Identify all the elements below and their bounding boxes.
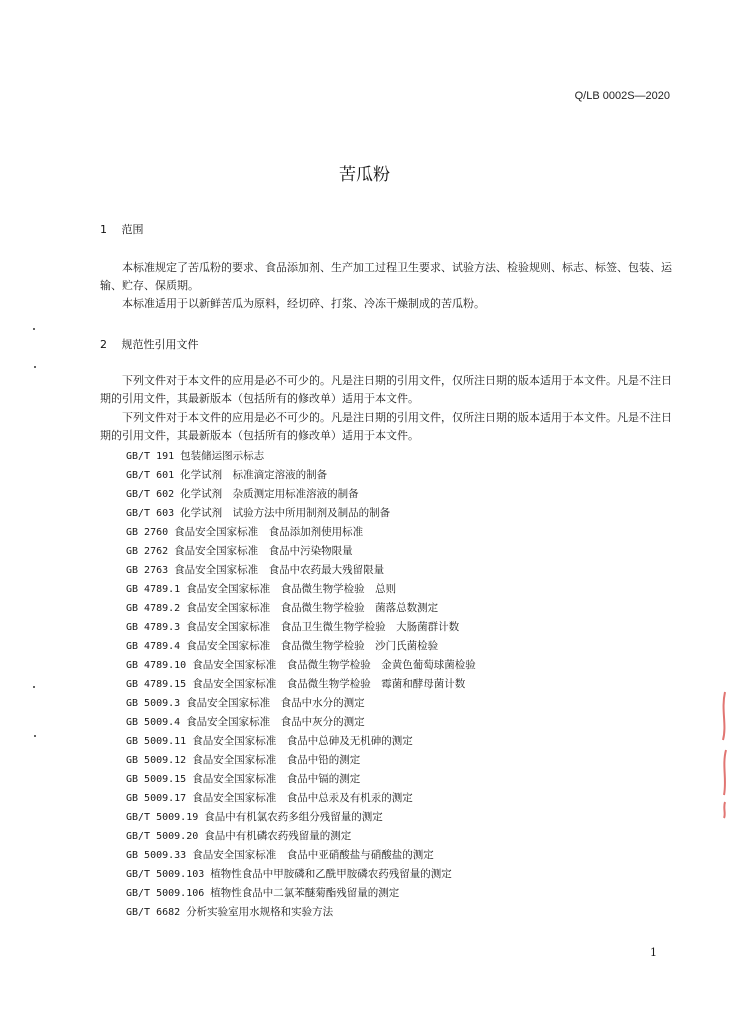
reference-item: GB/T 5009.106 植物性食品中二氯苯醚菊酯残留量的测定 xyxy=(126,887,400,899)
reference-item: GB/T 5009.19 食品中有机氯农药多组分残留量的测定 xyxy=(126,811,383,823)
paragraph: 本标准适用于以新鲜苦瓜为原料，经切碎、打浆、冷冻干燥制成的苦瓜粉。 xyxy=(122,297,485,310)
reference-item: GB 5009.4 食品安全国家标准 食品中灰分的测定 xyxy=(126,716,365,728)
reference-item: GB 5009.12 食品安全国家标准 食品中铅的测定 xyxy=(126,754,361,766)
reference-item: GB 4789.4 食品安全国家标准 食品微生物学检验 沙门氏菌检验 xyxy=(126,640,439,652)
reference-item: GB 5009.17 食品安全国家标准 食品中总汞及有机汞的测定 xyxy=(126,792,413,804)
reference-item: GB/T 603 化学试剂 试验方法中所用制剂及制品的制备 xyxy=(126,507,391,519)
reference-item: GB/T 191 包装储运图示标志 xyxy=(126,450,265,462)
paragraph: 本标准规定了苦瓜粉的要求、食品添加剂、生产加工过程卫生要求、试验方法、检验规则、标志、标签、包装、运输、贮存、保质期。 xyxy=(100,261,672,292)
reference-item: GB/T 601 化学试剂 标准滴定溶液的制备 xyxy=(126,469,328,481)
section-title: 范围 xyxy=(121,223,144,236)
paragraph: 下列文件对于本文件的应用是必不可少的。凡是注日期的引用文件，仅所注日期的版本适用于本文件。凡是不注日期的引用文件，其最新版本（包括所有的修改单）适用于本文件。 xyxy=(100,374,672,405)
reference-item: GB/T 6682 分析实验室用水规格和实验方法 xyxy=(126,906,334,918)
paragraph: 下列文件对于本文件的应用是必不可少的。凡是注日期的引用文件，仅所注日期的版本适用于本文件。凡是不注日期的引用文件，其最新版本（包括所有的修改单）适用于本文件。 xyxy=(100,411,672,442)
reference-item: GB 5009.11 食品安全国家标准 食品中总砷及无机砷的测定 xyxy=(126,735,413,747)
reference-item: GB 4789.3 食品安全国家标准 食品卫生微生物学检验 大肠菌群计数 xyxy=(126,621,460,633)
reference-item: GB 4789.2 食品安全国家标准 食品微生物学检验 菌落总数测定 xyxy=(126,602,439,614)
reference-item: GB 5009.15 食品安全国家标准 食品中镉的测定 xyxy=(126,773,361,785)
reference-item: GB 4789.1 食品安全国家标准 食品微生物学检验 总则 xyxy=(126,583,397,595)
reference-item: GB 4789.10 食品安全国家标准 食品微生物学检验 金黄色葡萄球菌检验 xyxy=(126,659,476,671)
page-number: 1 xyxy=(650,946,657,959)
page-title: 苦瓜粉 xyxy=(339,165,390,185)
reference-item: GB 5009.33 食品安全国家标准 食品中亚硝酸盐与硝酸盐的测定 xyxy=(126,849,434,861)
reference-item: GB/T 5009.20 食品中有机磷农药残留量的测定 xyxy=(126,830,352,842)
section-heading-normative-references xyxy=(100,336,199,352)
reference-item: GB 4789.15 食品安全国家标准 食品微生物学检验 霉菌和酵母菌计数 xyxy=(126,678,466,690)
reference-item: GB 5009.3 食品安全国家标准 食品中水分的测定 xyxy=(126,697,365,709)
section-number: 1 xyxy=(100,223,107,236)
section-number: 2 xyxy=(100,338,107,351)
reference-item: GB 2762 食品安全国家标准 食品中污染物限量 xyxy=(126,545,353,557)
standard-code: Q/LB 0002S—2020 xyxy=(574,90,670,102)
reference-list xyxy=(126,447,646,922)
red-seal-edge-icon xyxy=(717,690,729,820)
scan-speck xyxy=(34,735,36,737)
reference-item: GB 2760 食品安全国家标准 食品添加剂使用标准 xyxy=(126,526,364,538)
section-heading-scope xyxy=(100,221,144,237)
scan-speck xyxy=(33,686,35,688)
reference-item: GB 2763 食品安全国家标准 食品中农药最大残留限量 xyxy=(126,564,385,576)
reference-item: GB/T 5009.103 植物性食品中甲胺磷和乙酰甲胺磷农药残留量的测定 xyxy=(126,868,452,880)
scan-speck xyxy=(33,328,35,330)
scan-speck xyxy=(34,366,36,368)
section-title: 规范性引用文件 xyxy=(121,338,199,351)
reference-item: GB/T 602 化学试剂 杂质测定用标准溶液的制备 xyxy=(126,488,359,500)
